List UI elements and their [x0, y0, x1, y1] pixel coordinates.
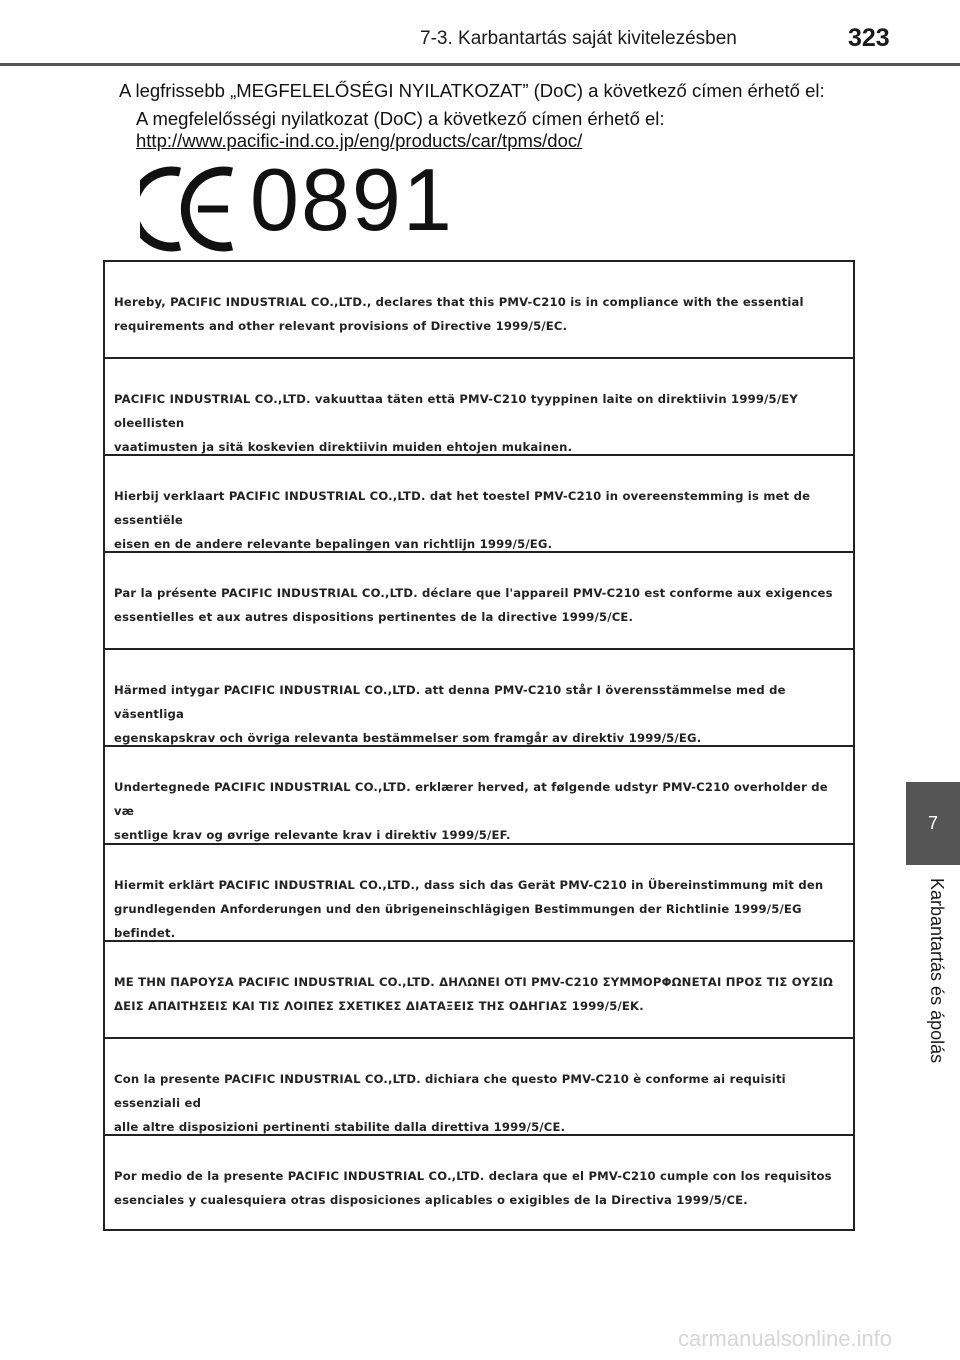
declaration-line: ΔΕΙΣ ΑΠΑΙΤΗΣΕΙΣ ΚΑΙ ΤΙΣ ΛΟΙΠΕΣ ΣΧΕΤΙΚΕΣ ΔΙΑΤΑΞΕΙΣ ΤΗΣ ΟΔΗΓΙΑΣ 1999/5/ΕΚ.	[114, 998, 644, 1013]
declaration-row	[105, 747, 853, 844]
declaration-row	[105, 650, 853, 747]
declaration-line: Härmed intygar PACIFIC INDUSTRIAL CO.,LTD. att denna PMV-C210 står I överensstämmelse med de väsentliga	[114, 683, 786, 722]
declaration-line: Hereby, PACIFIC INDUSTRIAL CO.,LTD., declares that this PMV-C210 is in compliance with the essential	[114, 295, 804, 309]
chapter-label: Karbantartás és ápolás	[927, 878, 947, 1064]
declaration-line: Por medio de la presente PACIFIC INDUSTRIAL CO.,LTD. declara que el PMV-C210 cumple con los requisitos	[114, 1168, 832, 1183]
declaration-row	[105, 456, 853, 553]
declaration-line: essentielles et aux autres dispositions pertinentes de la directive 1999/5/CE.	[114, 610, 634, 625]
declaration-line: egenskapskrav och övriga relevanta bestämmelser som framgår av direktiv 1999/5/EG.	[114, 731, 702, 746]
declaration-line: esenciales y cualesquiera otras disposiciones aplicables o exigibles de la Directiva 1999/5/CE.	[114, 1192, 748, 1207]
declaration-line: alle altre disposizioni pertinenti stabilite dalla direttiva 1999/5/CE.	[114, 1119, 566, 1134]
declaration-row	[105, 553, 853, 650]
intro-sub-text: A megfelelősségi nyilatkozat (DoC) a következő címen érhető el:	[136, 108, 665, 129]
section-title: 7-3. Karbantartás saját kivitelezésben	[420, 28, 737, 49]
declaration-line: PACIFIC INDUSTRIAL CO.,LTD. vakuuttaa täten että PMV-C210 tyyppinen laite on direktiivin 1999/5/EY oleellisten	[114, 392, 798, 431]
declaration-line: vaatimusten ja sitä koskevien direktiivin muiden ehtojen mukainen.	[114, 440, 573, 455]
declaration-row	[105, 262, 853, 359]
page-number: 323	[848, 24, 890, 52]
declaration-line: eisen en de andere relevante bepalingen van richtlijn 1999/5/EG.	[114, 537, 553, 552]
declaration-row	[105, 359, 853, 456]
declaration-line: requirements and other relevant provisions of Directive 1999/5/EC.	[114, 319, 568, 333]
declaration-row	[105, 845, 853, 942]
declaration-line: ΜΕ ΤΗΝ ΠΑΡΟΥΣΑ PACIFIC INDUSTRIAL CO.,LTD. ΔΗΛΩΝΕΙ ΟΤΙ PMV-C210 ΣΥΜΜΟΡΦΩΝΕΤΑΙ ΠΡΟΣ ΤΙΣ ΟΥΣΙΩ	[114, 974, 834, 989]
header-divider	[0, 63, 960, 66]
doc-url-link[interactable]: http://www.pacific-ind.co.jp/eng/products/car/tpms/doc/	[136, 130, 583, 151]
declaration-line: grundlegenden Anforderungen und den übrigeneinschlägigen Bestimmungen der Richtlinie 1999/5/EG befindet.	[114, 901, 802, 940]
ce-notified-body-number: 0891	[250, 150, 454, 249]
watermark: carmanualsonline.info	[678, 1326, 893, 1351]
declaration-row	[105, 942, 853, 1039]
declaration-row	[105, 1039, 853, 1136]
declaration-line: Hiermit erklärt PACIFIC INDUSTRIAL CO.,LTD., dass sich das Gerät PMV-C210 in Übereinstimmung mit den	[114, 877, 824, 892]
declaration-table	[103, 260, 855, 1231]
chapter-tab[interactable]: 7	[906, 782, 960, 865]
declaration-line: sentlige krav og øvrige relevante krav i direktiv 1999/5/EF.	[114, 828, 511, 843]
declaration-line: Par la présente PACIFIC INDUSTRIAL CO.,LTD. déclare que l'appareil PMV-C210 est conforme aux exigences	[114, 586, 833, 601]
declaration-line: Undertegnede PACIFIC INDUSTRIAL CO.,LTD. erklærer herved, at følgende udstyr PMV-C210 overholder de væ	[114, 780, 828, 819]
declaration-row	[105, 1136, 853, 1233]
declaration-line: Con la presente PACIFIC INDUSTRIAL CO.,LTD. dichiara che questo PMV-C210 è conforme ai requisiti essenziali ed	[114, 1071, 786, 1110]
intro-text: A legfrissebb „MEGFELELŐSÉGI NYILATKOZAT” (DoC) a következő címen érhető el:	[119, 80, 825, 101]
declaration-line: Hierbij verklaart PACIFIC INDUSTRIAL CO.,LTD. dat het toestel PMV-C210 in overeenstemming is met de essentiële	[114, 489, 811, 528]
